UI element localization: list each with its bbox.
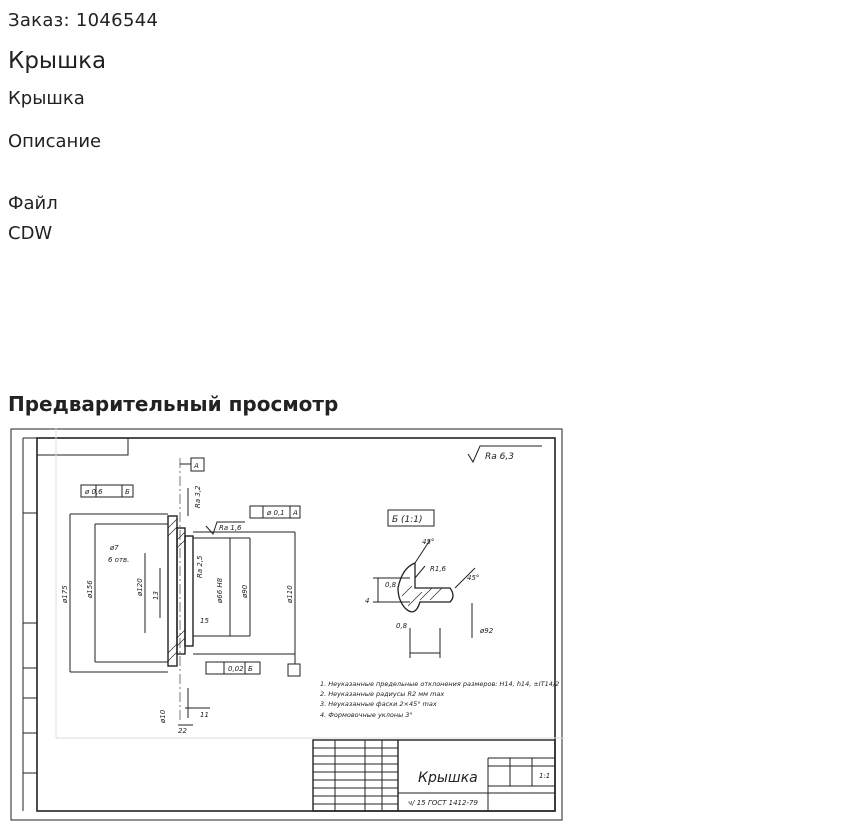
svg-text:А: А [194,462,199,470]
svg-text:Ra 1,6: Ra 1,6 [219,524,242,532]
svg-text:А: А [293,509,298,517]
order-number: Заказ: 1046544 [8,10,159,31]
svg-text:0,8: 0,8 [385,581,397,589]
svg-text:15: 15 [200,617,209,625]
svg-text:ø156: ø156 [86,580,94,598]
file-type[interactable]: CDW [8,223,53,244]
preview-heading: Предварительный просмотр [8,392,339,416]
svg-text:4. Формовочные уклоны 3°: 4. Формовочные уклоны 3° [320,711,413,719]
drawing-preview[interactable] [10,428,564,822]
svg-text:45°: 45° [467,574,480,582]
title-block-labels [408,770,550,807]
svg-text:Крышка: Крышка [418,770,478,786]
svg-text:13: 13 [152,591,160,600]
svg-text:ø10: ø10 [159,709,167,723]
detail-view-labels [365,515,494,635]
svg-text:3. Неуказанные фаски 2×45° max: 3. Неуказанные фаски 2×45° max [320,700,437,708]
svg-text:ø 0,1: ø 0,1 [267,509,285,517]
svg-text:0,02: 0,02 [228,665,244,673]
product-subtitle: Крышка [8,88,85,109]
main-section-view [70,458,295,725]
svg-text:ч/ 15 ГОСТ 1412-79: ч/ 15 ГОСТ 1412-79 [408,799,478,807]
drawing-notes [320,680,559,719]
svg-text:ø120: ø120 [136,578,144,596]
svg-text:Ra 6,3: Ra 6,3 [485,452,514,462]
svg-text:ø7: ø7 [110,544,119,552]
svg-text:ø110: ø110 [286,585,294,603]
file-label: Файл [8,193,58,214]
svg-text:45°: 45° [422,538,435,546]
svg-text:11: 11 [200,711,209,719]
main-view-labels [61,462,298,735]
svg-text:Б (1:1): Б (1:1) [392,515,423,525]
product-title: Крышка [8,48,107,74]
svg-text:0,8: 0,8 [396,622,408,630]
svg-text:ø92: ø92 [480,627,494,635]
svg-text:22: 22 [178,727,187,735]
svg-text:6 отв.: 6 отв. [108,556,130,564]
svg-text:2. Неуказанные радиусы R2 мм m: 2. Неуказанные радиусы R2 мм max [320,690,445,698]
top-stamp-box [37,438,128,455]
svg-text:Б: Б [125,488,130,496]
roughness-symbol [468,446,542,462]
svg-text:ø90: ø90 [241,584,249,598]
description-label: Описание [8,131,102,152]
svg-text:Б: Б [248,665,253,673]
svg-text:ø175: ø175 [61,585,69,603]
svg-text:ø66 H8: ø66 H8 [216,577,224,603]
callouts [81,458,300,718]
svg-text:Ra 3,2: Ra 3,2 [194,485,202,508]
svg-text:1:1: 1:1 [539,772,551,780]
sheet-inner-frame [37,438,555,811]
svg-text:R1,6: R1,6 [430,565,446,573]
svg-text:1. Неуказанные предельные откл: 1. Неуказанные предельные отклонения размеров: H14, h14, ±IT14/2 [320,680,560,688]
svg-text:4: 4 [365,597,370,605]
svg-text:ø 0,6: ø 0,6 [85,488,103,496]
svg-text:Ra 2,5: Ra 2,5 [196,555,204,578]
